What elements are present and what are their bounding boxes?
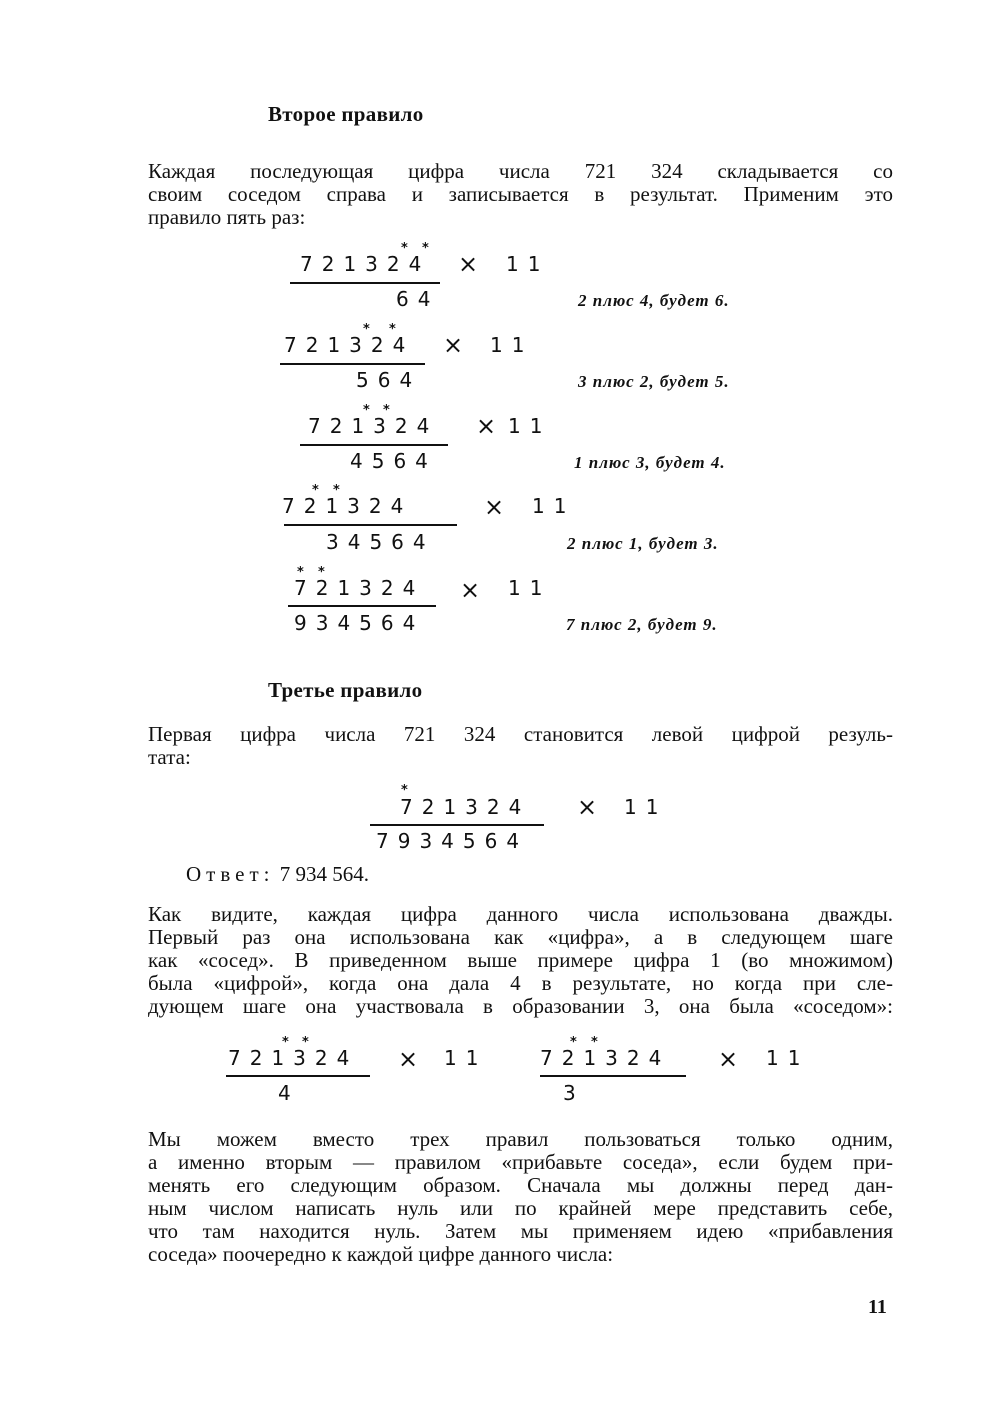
result-rule [370, 824, 544, 826]
star-mark: * [389, 322, 396, 337]
final-result: 7934564 [376, 829, 529, 853]
text-line: Каждая последующая цифра числа 721 324 складывается со [148, 159, 893, 183]
result-rule [540, 1075, 686, 1077]
times-sign: × [484, 493, 505, 521]
star-mark: * [383, 403, 390, 418]
partial-result: 64 [396, 287, 440, 311]
result-rule [280, 363, 425, 365]
multiplier: 11 [508, 576, 552, 600]
result-rule [288, 605, 436, 607]
result-rule [300, 444, 448, 446]
text-line: как «сосед». В приведенном выше примере цифра 1 (во множимом) [148, 948, 893, 972]
partial-result: 564 [356, 368, 422, 392]
text-line: своим соседом справа и записывается в результат. Применим это [148, 182, 893, 206]
text-line: Первый раз она использована как «цифра», а в следующем шаге [148, 925, 893, 949]
star-mark: * [297, 565, 304, 580]
text-line: правило пять раз: [148, 205, 306, 229]
star-mark: * [318, 565, 325, 580]
star-mark: * [591, 1035, 598, 1050]
multiplier: 11 [532, 494, 576, 518]
text-line: соседа» поочередно к каждой цифре данного числа: [148, 1242, 614, 1266]
multiplicand: 721324 [300, 252, 431, 276]
text-line: была «цифрой», когда она дала 4 в результате, но когда при сле- [148, 971, 893, 995]
multiplicand: 721324 [308, 414, 439, 438]
step-note: 2 плюс 1, будет 3. [567, 534, 719, 553]
multiplier: 11 [766, 1046, 810, 1070]
answer-value: 7 934 564. [279, 862, 369, 886]
section-3-text [148, 723, 893, 769]
closing-paragraph [148, 1128, 893, 1266]
text-line: Как видите, каждая цифра данного числа использована дважды. [148, 902, 893, 926]
explanation-paragraph [148, 903, 893, 1018]
star-mark: * [422, 241, 429, 256]
times-sign: × [577, 793, 598, 821]
times-sign: × [460, 576, 481, 604]
partial-result: 4564 [350, 449, 437, 473]
star-mark: * [302, 1035, 309, 1050]
text-line: Мы можем вместо трех правил пользоваться только одним, [148, 1127, 893, 1151]
section-2-text [148, 160, 893, 229]
step-note: 1 плюс 3, будет 4. [574, 453, 726, 472]
section-heading-second-rule: Второе правило [268, 102, 424, 126]
multiplier: 11 [444, 1046, 488, 1070]
result-rule [284, 524, 457, 526]
text-line: менять его следующим образом. Сначала мы должны перед дан- [148, 1173, 893, 1197]
multiplicand: 721324 [294, 576, 425, 600]
text-line: что там находится нуль. Затем мы применяем идею «прибавления [148, 1219, 893, 1243]
page-number: 11 [868, 1296, 887, 1318]
partial-result: 4 [278, 1081, 300, 1105]
multiplicand: 721324 [284, 333, 415, 357]
step-note: 7 плюс 2, будет 9. [566, 615, 718, 634]
star-mark: * [570, 1035, 577, 1050]
text-line: Первая цифра числа 721 324 становится левой цифрой резуль- [148, 722, 893, 746]
multiplier: 11 [490, 333, 534, 357]
text-line: ным числом написать нуль или по крайней мере представить себе, [148, 1196, 893, 1220]
result-rule [290, 282, 440, 284]
star-mark: * [401, 783, 408, 798]
star-mark: * [401, 241, 408, 256]
text-line: а именно вторым — правилом «прибавьте соседа», если будем при- [148, 1150, 893, 1174]
text-line: тата: [148, 745, 191, 769]
step-note: 3 плюс 2, будет 5. [578, 372, 730, 391]
step-note: 2 плюс 4, будет 6. [578, 291, 730, 310]
multiplier: 11 [506, 252, 550, 276]
answer-label: Ответ: [186, 862, 275, 886]
times-sign: × [443, 331, 464, 359]
partial-result: 934564 [294, 611, 425, 635]
partial-result: 34564 [326, 530, 435, 554]
star-mark: * [363, 322, 370, 337]
times-sign: × [476, 412, 497, 440]
star-mark: * [333, 483, 340, 498]
section-heading-third-rule: Третье правило [268, 678, 423, 702]
multiplicand: 721324 [228, 1046, 359, 1070]
result-rule [226, 1075, 370, 1077]
star-mark: * [312, 483, 319, 498]
text-line: дующем шаге она участвовала в образовании 3, она была «соседом»: [148, 994, 893, 1018]
multiplier: 11 [624, 795, 668, 819]
times-sign: × [458, 250, 479, 278]
answer-line [186, 862, 369, 887]
times-sign: × [398, 1045, 419, 1073]
multiplier: 11 [508, 414, 552, 438]
multiplicand: 721324 [400, 795, 531, 819]
multiplicand: 721324 [282, 494, 413, 518]
star-mark: * [363, 403, 370, 418]
partial-result: 3 [563, 1081, 585, 1105]
multiplicand: 721324 [540, 1046, 671, 1070]
star-mark: * [282, 1035, 289, 1050]
times-sign: × [718, 1045, 739, 1073]
